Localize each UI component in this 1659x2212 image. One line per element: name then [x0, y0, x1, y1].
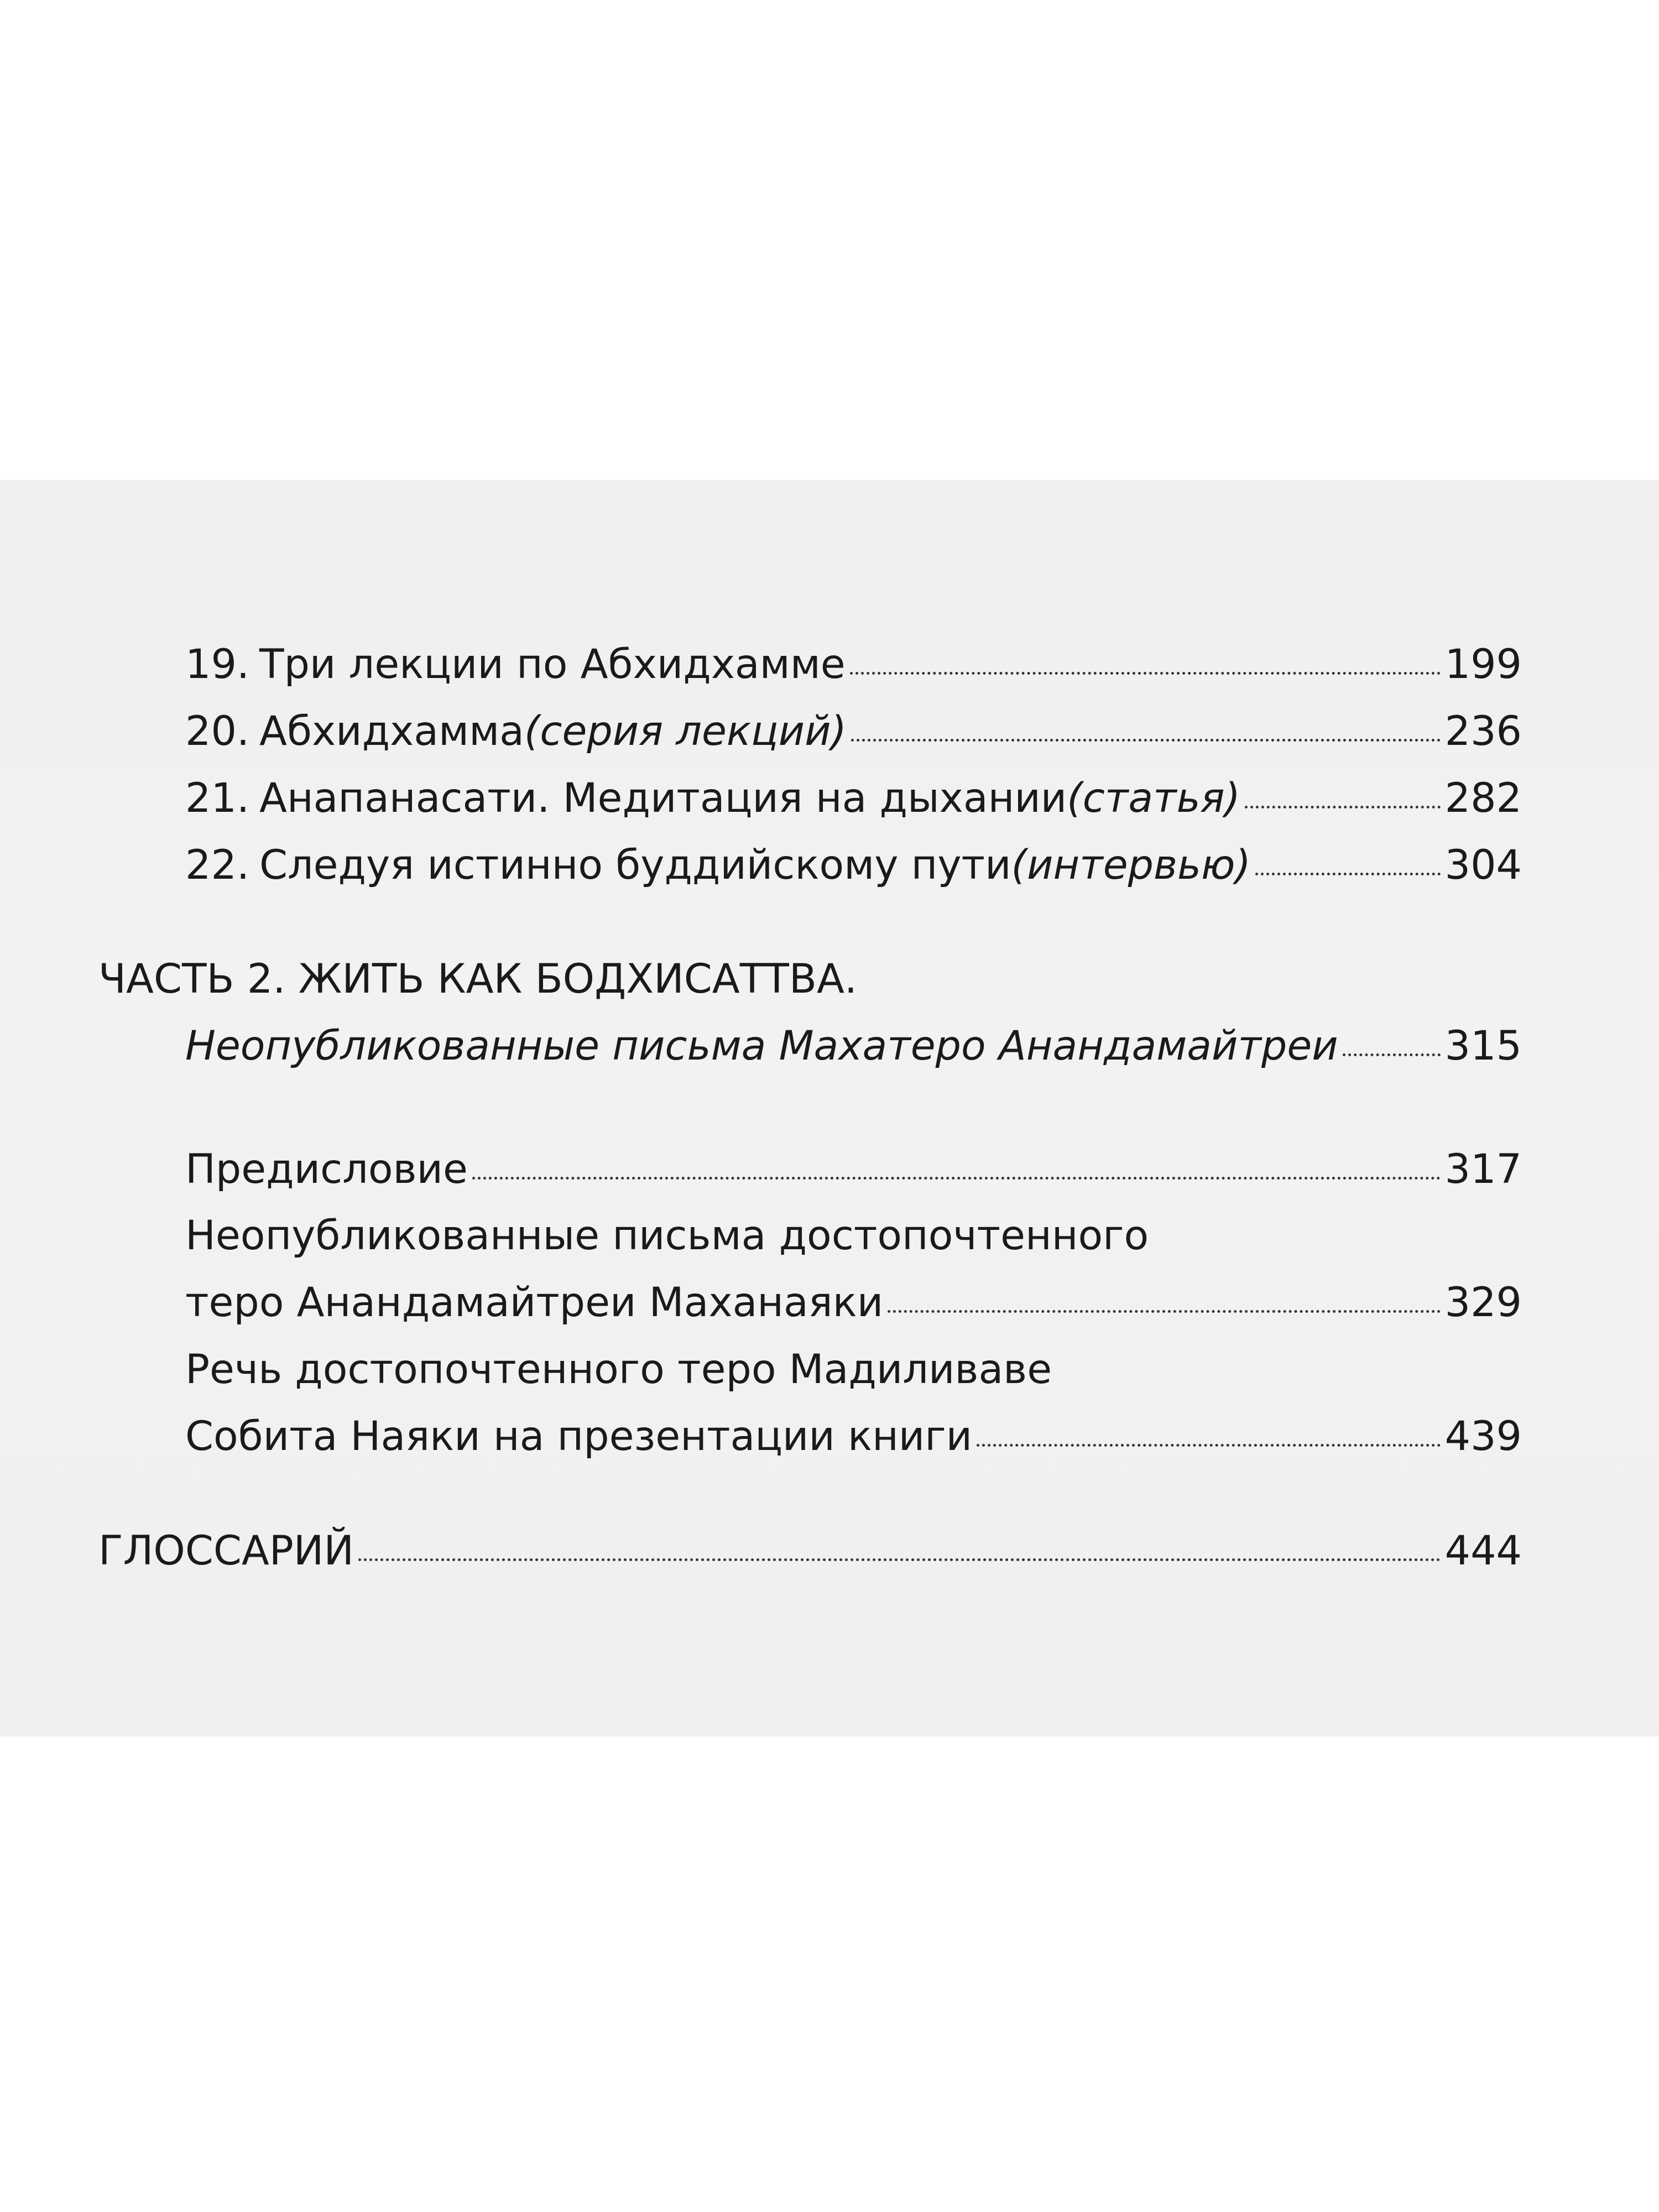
- toc-item-letters-line2[interactable]: [185, 1279, 1522, 1326]
- dot-leader: [472, 1177, 1441, 1180]
- toc-item-glossary[interactable]: [98, 1527, 1522, 1574]
- toc-item-title-continued: Собита Наяки на презентации книги: [185, 1413, 973, 1460]
- glossary-title: ГЛОССАРИЙ: [98, 1527, 354, 1574]
- toc-item-page: 304: [1444, 842, 1522, 889]
- toc-item-speech-line2[interactable]: [185, 1413, 1522, 1460]
- dot-leader: [1343, 1053, 1441, 1056]
- toc-item-19[interactable]: [185, 641, 1522, 688]
- toc-item-22[interactable]: [185, 842, 1522, 889]
- toc-item-page: 199: [1444, 641, 1522, 688]
- toc-item-21[interactable]: [185, 775, 1522, 822]
- toc-item-page: 439: [1444, 1413, 1522, 1460]
- toc-item-title: Абхидхамма: [259, 708, 524, 755]
- glossary-page: 444: [1444, 1527, 1522, 1574]
- dot-leader: [977, 1444, 1441, 1447]
- toc-item-title: Анапанасати. Медитация на дыхании: [259, 775, 1067, 822]
- toc-item-title: Неопубликованные письма достопочтенного: [185, 1212, 1149, 1259]
- toc-item-note: (статья): [1067, 775, 1241, 822]
- dot-leader: [850, 672, 1441, 675]
- dot-leader: [1255, 873, 1441, 875]
- toc-item-title: Речь достопочтенного теро Мадиливаве: [185, 1346, 1052, 1393]
- toc-item-number: 20.: [185, 708, 250, 755]
- dot-leader: [851, 739, 1441, 742]
- toc-item-number: 21.: [185, 775, 250, 822]
- toc-item-title: Три лекции по Абхидхамме: [259, 641, 846, 688]
- part-heading-title: ЧАСТЬ 2. ЖИТЬ КАК БОДХИСАТТВА.: [98, 956, 858, 1003]
- toc-item-number: 19.: [185, 641, 250, 688]
- dot-leader: [888, 1310, 1440, 1313]
- part-heading[interactable]: [98, 956, 1522, 1003]
- toc-item-page: 317: [1444, 1146, 1522, 1193]
- toc-item-title: Следуя истинно буддийскому пути: [259, 842, 1011, 889]
- part-subtitle-item[interactable]: [185, 1022, 1522, 1070]
- toc-item-page: 236: [1444, 708, 1522, 755]
- toc-item-number: 22.: [185, 842, 250, 889]
- toc-item-page: 329: [1444, 1279, 1522, 1326]
- book-page: [0, 480, 1659, 1736]
- toc-item-letters-line1[interactable]: [185, 1212, 1522, 1259]
- toc-item-title-continued: теро Анандамайтреи Маханаяки: [185, 1279, 884, 1326]
- toc-item-preface[interactable]: [185, 1146, 1522, 1193]
- toc-item-title: Предисловие: [185, 1146, 468, 1193]
- dot-leader: [358, 1558, 1441, 1561]
- toc-item-speech-line1[interactable]: [185, 1346, 1522, 1393]
- toc-item-note: (серия лекций): [524, 708, 847, 755]
- toc-item-note: (интервью): [1011, 842, 1251, 889]
- dot-leader: [1245, 806, 1441, 808]
- part-subtitle: Неопубликованные письма Махатеро Анандамайтреи: [185, 1022, 1338, 1070]
- toc-item-page: 282: [1444, 775, 1522, 822]
- toc-item-20[interactable]: [185, 708, 1522, 755]
- part-subtitle-page: 315: [1444, 1022, 1522, 1070]
